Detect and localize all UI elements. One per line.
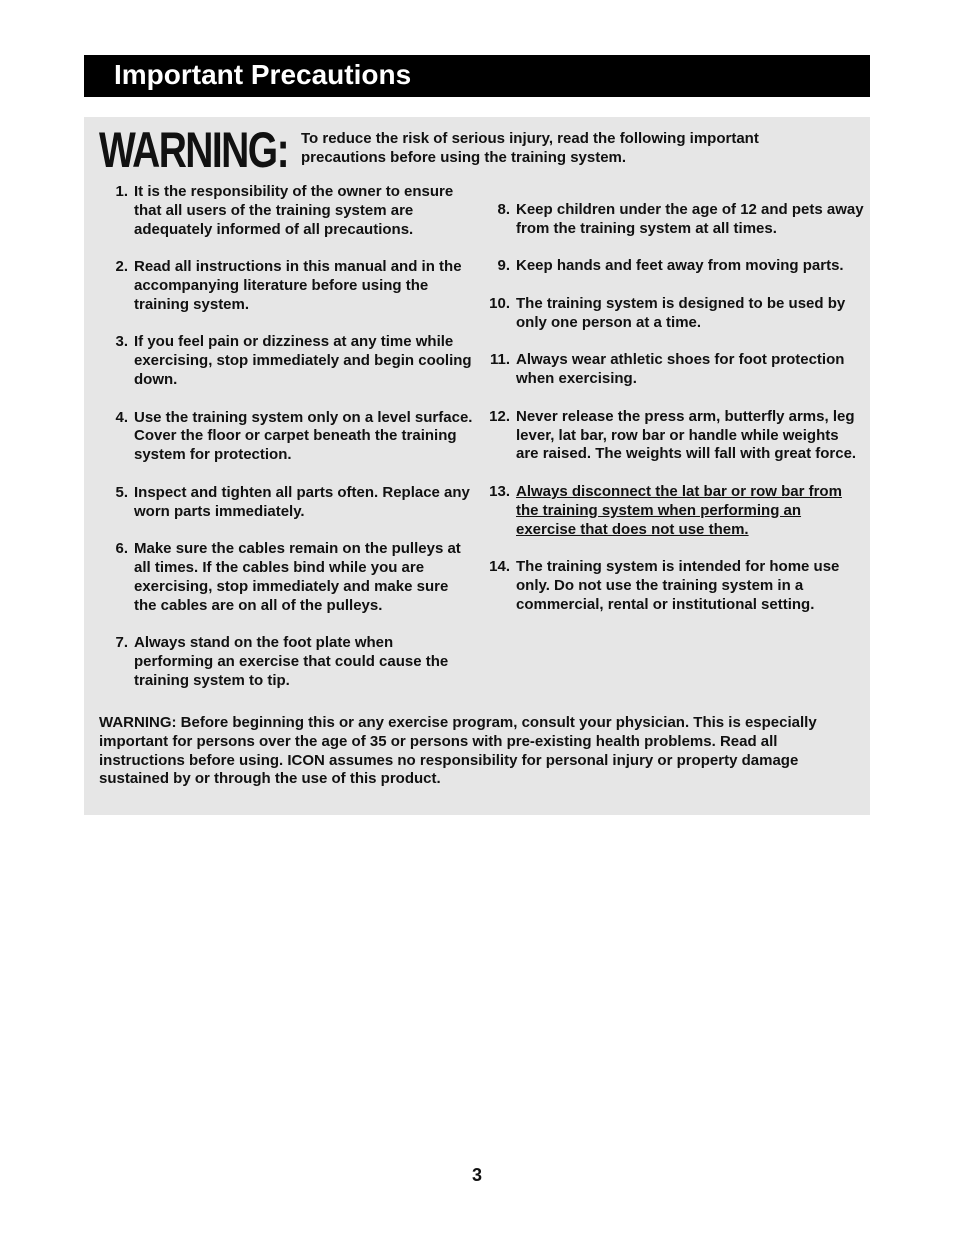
precaution-item (484, 201, 864, 239)
precaution-number: 10. (489, 294, 510, 312)
precaution-text-underlined: Always disconnect the lat bar or row bar from the training system when performing an exercise that does not use them. (516, 482, 842, 538)
precaution-item (104, 409, 474, 465)
precaution-number: 11. (489, 351, 510, 369)
precaution-number: 1. (115, 183, 128, 200)
precaution-item (104, 634, 474, 690)
precaution-number: 8. (497, 201, 510, 218)
precaution-text: Keep children under the age of 12 and pets away from the training system at all times. (516, 201, 864, 237)
precaution-item (484, 408, 864, 464)
precaution-text: Read all instructions in this manual and in the accompanying literature before using the training system. (134, 258, 462, 313)
precaution-number: 2. (115, 258, 128, 276)
precaution-item (104, 258, 474, 314)
precaution-number: 6. (115, 540, 128, 558)
page-title: Important Precautions (114, 59, 412, 90)
precaution-text: Use the training system only on a level surface. Cover the floor or carpet beneath the training system for protection. (134, 408, 473, 464)
precaution-text: Inspect and tighten all parts often. Replace any worn parts immediately. (134, 483, 470, 520)
precaution-number: 9. (497, 257, 510, 275)
precaution-number: 7. (115, 634, 128, 652)
page-number: 3 (471, 1165, 482, 1185)
precaution-item (484, 558, 864, 614)
precaution-item (484, 295, 864, 333)
physician-warning: WARNING: Before beginning this or any exercise program, consult your physician. This is especially important for persons over the age of 35 or persons with pre-existing health problems. Read all instructions before using. ICON assumes no responsibility for personal injury or property damage sustained by or through the use of this product. (99, 714, 817, 788)
precaution-number: 12. (489, 407, 510, 425)
precaution-item (104, 333, 474, 389)
precaution-number: 14. (489, 558, 510, 576)
warning-heading: WARNING: (99, 122, 289, 178)
section-title-bar (84, 55, 870, 97)
precaution-number: 13. (489, 482, 510, 500)
warning-intro: To reduce the risk of serious injury, read the following important precautions before using the training system. (301, 130, 759, 166)
precaution-item (104, 484, 474, 522)
precaution-item (104, 183, 474, 239)
precaution-text: Make sure the cables remain on the pulleys at all times. If the cables bind while you are exercising, stop immediately and make sure the cables are on all of the pulleys. (134, 540, 461, 614)
precaution-text: Keep hands and feet away from moving parts. (516, 257, 844, 275)
precaution-item (104, 540, 474, 615)
precaution-text: Always wear athletic shoes for foot protection when exercising. (516, 351, 845, 388)
precaution-text: The training system is intended for home use only. Do not use the training system in a commercial, rental or institutional setting. (516, 558, 840, 613)
precaution-text: Never release the press arm, butterfly arms, leg lever, lat bar, row bar or handle while weights are raised. The weights will fall with great force. (516, 407, 857, 463)
precaution-text: Always stand on the foot plate when performing an exercise that could cause the training system to tip. (134, 634, 449, 689)
precaution-text: The training system is designed to be used by only one person at a time. (516, 294, 846, 331)
precaution-text: If you feel pain or dizziness at any time while exercising, stop immediately and begin cooling down. (134, 333, 472, 388)
precautions-right-column (484, 201, 864, 633)
precaution-text: It is the responsibility of the owner to ensure that all users of the training system are adequately informed of all precautions. (134, 183, 454, 238)
precaution-item (484, 257, 864, 276)
warning-panel (84, 117, 870, 815)
precaution-item (484, 351, 864, 389)
precaution-number: 4. (115, 408, 128, 426)
precaution-number: 3. (115, 333, 128, 351)
precaution-number: 5. (115, 483, 128, 501)
precautions-left-column (104, 183, 474, 709)
precaution-item (484, 483, 864, 539)
